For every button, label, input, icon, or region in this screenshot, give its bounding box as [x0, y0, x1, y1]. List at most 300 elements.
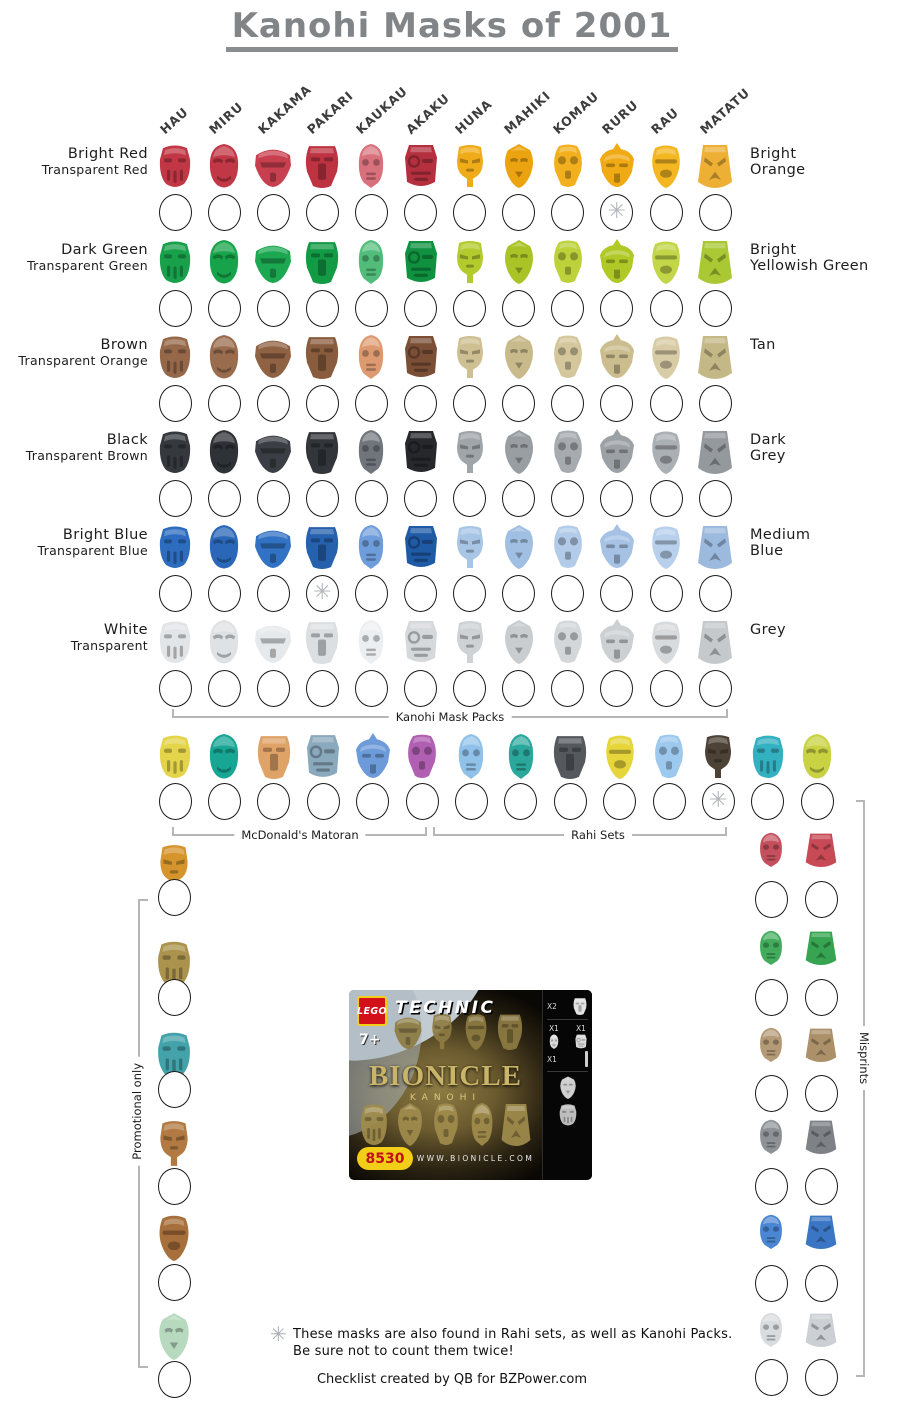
huna-mask-icon: [450, 429, 490, 474]
kakama-mask-icon: [253, 524, 293, 569]
pack-check-circle[interactable]: [159, 783, 192, 820]
check-circle-komau[interactable]: [551, 670, 584, 707]
rau-mask-icon: [646, 524, 686, 569]
section-label-kanohi-mask-packs: Kanohi Mask Packs: [389, 710, 512, 724]
matatu-mask-icon: [803, 1119, 839, 1154]
huna-mask-icon: [450, 334, 490, 379]
mahiki-mask-icon: [499, 524, 539, 569]
matatu-mask-icon: [803, 1312, 839, 1347]
row-color-name-2: Transparent Green: [27, 258, 148, 273]
check-circle-miru[interactable]: [208, 480, 241, 517]
pack-check-circle[interactable]: [455, 783, 488, 820]
row-label-right: [750, 242, 902, 274]
matatu-mask-icon: [803, 832, 839, 867]
column-header-rau: RAU: [647, 104, 682, 137]
promo-check-circle[interactable]: [158, 1071, 191, 1108]
huna-mask-icon: [450, 143, 490, 188]
promo-check-circle[interactable]: [158, 1168, 191, 1205]
hau-mask-icon: [155, 619, 195, 664]
row-color-name-2: Transparent Blue: [37, 543, 148, 558]
kaukau-mask-icon: [753, 1119, 789, 1154]
komau-mask-icon: [548, 619, 588, 664]
misprint-check-circle[interactable]: [805, 1168, 838, 1205]
huna-mask-icon: [450, 619, 490, 664]
promotional-only-label: Promotional only: [129, 1057, 145, 1166]
miru-mask-icon: [204, 619, 244, 664]
kaukau-mask-icon: [753, 1312, 789, 1347]
row-color-name: Grey: [750, 622, 786, 638]
check-circle-ruru[interactable]: [600, 670, 633, 707]
check-circle-komau[interactable]: [551, 480, 584, 517]
kaukau-mask-icon: [753, 1027, 789, 1062]
kaukau-mask-icon: [351, 619, 391, 664]
section-label-rahi-sets: Rahi Sets: [564, 828, 632, 842]
row-label-left: [0, 242, 148, 273]
matatu-mask-icon: [695, 239, 735, 284]
mahiki-mask-icon: [499, 239, 539, 284]
row-label-left: [0, 527, 148, 558]
pakari-mask-icon: [302, 143, 342, 188]
section-label-mcdonalds-matoran: McDonald's Matoran: [234, 828, 365, 842]
misprint-check-circle[interactable]: [805, 979, 838, 1016]
column-header-hau: HAU: [156, 104, 192, 137]
row-label-right: [750, 146, 902, 178]
check-circle-pakari[interactable]: [306, 670, 339, 707]
kaukau-mask-icon: [753, 1214, 789, 1249]
check-circle-mahiki[interactable]: [502, 575, 535, 612]
akaku-mask-icon: [401, 334, 441, 379]
check-circle-komau[interactable]: [551, 385, 584, 422]
pack-check-circle[interactable]: [208, 783, 241, 820]
pack-check-circle[interactable]: [406, 783, 439, 820]
pack-check-circle[interactable]: [801, 783, 834, 820]
komau-mask-icon: [548, 524, 588, 569]
column-header-matatu: MATATU: [697, 84, 753, 137]
check-circle-kakama[interactable]: [257, 385, 290, 422]
lego-logo-text: LEGO: [356, 1005, 388, 1017]
hau-mask-icon: [155, 239, 195, 284]
row-color-name: Black: [106, 432, 148, 448]
age-rating: 7+: [359, 1032, 381, 1048]
row-color-name-2: Transparent Red: [41, 162, 148, 177]
mahiki-mask-icon: [499, 429, 539, 474]
pakari-mask-icon: [302, 524, 342, 569]
pack-check-circle[interactable]: [751, 783, 784, 820]
check-circle-mahiki[interactable]: [502, 385, 535, 422]
check-circle-mahiki[interactable]: [502, 670, 535, 707]
column-header-kaukau: KAUKAU: [353, 83, 411, 137]
pakari-mask-icon: [550, 733, 590, 779]
promo-check-circle[interactable]: [158, 1264, 191, 1301]
check-circle-hau[interactable]: [159, 670, 192, 707]
mahiki-mask-icon: [393, 1102, 427, 1146]
check-circle-pakari[interactable]: [306, 480, 339, 517]
komau-mask-icon: [649, 733, 689, 779]
pack-check-circle[interactable]: [554, 783, 587, 820]
check-circle-ruru[interactable]: [600, 480, 633, 517]
matatu-mask-icon: [499, 1102, 533, 1146]
content-mask-icon: [572, 997, 588, 1015]
row-label-left: [0, 146, 148, 177]
column-header-huna: HUNA: [451, 96, 495, 137]
misprint-check-circle[interactable]: [755, 1075, 788, 1112]
pack-check-circle[interactable]: [257, 783, 290, 820]
column-header-ruru: RURU: [598, 96, 641, 137]
product-box: [349, 990, 592, 1180]
pakari-mask-icon: [495, 1012, 525, 1050]
miru-mask-icon: [204, 239, 244, 284]
rau-mask-icon: [153, 1213, 195, 1261]
column-header-akaku: AKAKU: [402, 90, 453, 137]
mahiki-mask-icon: [499, 619, 539, 664]
row-color-name: Dark Green: [61, 242, 148, 258]
check-circle-komau[interactable]: [551, 290, 584, 327]
panel-divider: [547, 1019, 588, 1020]
check-circle-huna[interactable]: [453, 194, 486, 231]
kaukau-mask-icon: [753, 832, 789, 867]
matatu-mask-icon: [695, 619, 735, 664]
rau-mask-icon: [646, 619, 686, 664]
shared-mask-asterisk: ✳: [607, 199, 627, 224]
check-circle-hau[interactable]: [159, 385, 192, 422]
akaku-mask-icon: [401, 239, 441, 284]
column-header-mahiki: MAHIKI: [500, 87, 554, 137]
check-circle-matatu[interactable]: [699, 480, 732, 517]
kaukau-mask-icon: [451, 733, 491, 779]
mahiki-mask-icon: [499, 334, 539, 379]
ruru-mask-icon: [597, 619, 637, 664]
misprint-check-circle[interactable]: [805, 1265, 838, 1302]
check-circle-kaukau[interactable]: [355, 670, 388, 707]
row-label-right: [750, 432, 902, 464]
check-circle-matatu[interactable]: [699, 290, 732, 327]
promotional-rail-tick: [140, 899, 148, 901]
column-header-pakari: PAKARI: [304, 87, 357, 137]
set-number-badge: [357, 1147, 413, 1170]
check-circle-miru[interactable]: [208, 290, 241, 327]
row-label-left: [0, 337, 148, 368]
check-circle-miru[interactable]: [208, 670, 241, 707]
miru-mask-icon: [204, 429, 244, 474]
miru-mask-icon: [797, 733, 837, 779]
matatu-mask-icon: [803, 1214, 839, 1249]
pack-check-circle[interactable]: [307, 783, 340, 820]
page-title: Kanohi Masks of 2001: [226, 6, 679, 52]
row-label-right: [750, 337, 902, 353]
check-circle-pakari[interactable]: [306, 385, 339, 422]
check-circle-akaku[interactable]: [404, 575, 437, 612]
check-circle-kaukau[interactable]: [355, 575, 388, 612]
check-circle-akaku[interactable]: [404, 670, 437, 707]
pack-check-circle[interactable]: [702, 783, 735, 820]
section-label-mcdonalds-matoran-tick: [172, 827, 174, 835]
hau-mask-icon: [357, 1102, 391, 1146]
row-color-name: Bright Red: [67, 146, 148, 162]
ruru-mask-icon: [597, 429, 637, 474]
row-color-name: White: [103, 622, 148, 638]
huna-mask-icon: [450, 524, 490, 569]
matatu-mask-icon: [695, 334, 735, 379]
check-circle-kaukau[interactable]: [355, 480, 388, 517]
footnote-line1: These masks are also found in Rahi sets, as well as Kanohi Packs.: [293, 1327, 733, 1342]
misprint-check-circle[interactable]: [805, 1075, 838, 1112]
row-color-name-2: Transparent Orange: [18, 353, 148, 368]
kaukau-mask-icon: [501, 733, 541, 779]
qty-label: X1: [547, 1054, 557, 1064]
check-circle-rau[interactable]: [650, 480, 683, 517]
ruru-mask-icon: [597, 143, 637, 188]
akaku-mask-icon: [401, 429, 441, 474]
kaukau-mask-icon: [753, 930, 789, 965]
check-circle-huna[interactable]: [453, 480, 486, 517]
row-color-name-2: Grey: [750, 448, 786, 464]
ruru-mask-icon: [597, 524, 637, 569]
kaukau-mask-icon: [351, 524, 391, 569]
set-number: 8530: [365, 1150, 405, 1167]
credit-line: Checklist created by QB for BZPower.com: [316, 1372, 588, 1387]
row-color-name: Bright: [750, 242, 797, 258]
content-mask-icon: [574, 1034, 588, 1049]
section-label-mcdonalds-matoran-tick: [425, 827, 427, 835]
miru-mask-icon: [204, 733, 244, 779]
kakama-mask-icon: [253, 239, 293, 284]
check-circle-miru[interactable]: [208, 194, 241, 231]
pakari-mask-icon: [302, 429, 342, 474]
hau-mask-icon: [155, 143, 195, 188]
content-mask-icon: [557, 1103, 579, 1126]
huna-mask-icon: [698, 733, 738, 779]
check-circle-kaukau[interactable]: [355, 385, 388, 422]
ruru-mask-icon: [353, 733, 393, 779]
check-circle-ruru[interactable]: [600, 385, 633, 422]
check-circle-kakama[interactable]: [257, 194, 290, 231]
check-circle-hau[interactable]: [159, 290, 192, 327]
check-circle-huna[interactable]: [453, 290, 486, 327]
contents-panel: [542, 990, 592, 1180]
miru-mask-icon: [204, 334, 244, 379]
pakari-mask-icon: [302, 619, 342, 664]
kakama-mask-icon: [253, 143, 293, 188]
check-circle-mahiki[interactable]: [502, 290, 535, 327]
check-circle-kakama[interactable]: [257, 575, 290, 612]
qty-label: X1: [576, 1024, 586, 1033]
check-circle-matatu[interactable]: [699, 575, 732, 612]
komau-mask-icon: [429, 1102, 463, 1146]
check-circle-pakari[interactable]: [306, 194, 339, 231]
footnote-line2: Be sure not to count them twice!: [293, 1344, 514, 1359]
lego-logo: [357, 996, 387, 1026]
huna-mask-icon: [450, 239, 490, 284]
promotional-rail-tick: [140, 1366, 148, 1368]
matatu-mask-icon: [695, 524, 735, 569]
rau-mask-icon: [646, 429, 686, 474]
kaukau-mask-icon: [351, 143, 391, 188]
huna-mask-icon: [153, 1119, 195, 1167]
column-header-kakama: KAKAMA: [255, 81, 315, 137]
komau-mask-icon: [548, 239, 588, 284]
row-color-name-2: Transparent: [70, 638, 148, 653]
check-circle-akaku[interactable]: [404, 480, 437, 517]
check-circle-rau[interactable]: [650, 290, 683, 327]
misprint-check-circle[interactable]: [755, 1265, 788, 1302]
pakari-mask-icon: [254, 733, 294, 779]
pakari-mask-icon: [302, 239, 342, 284]
row-color-name-2: Transparent Brown: [25, 448, 148, 463]
check-circle-pakari[interactable]: [306, 290, 339, 327]
row-color-name: Bright: [750, 146, 797, 162]
row-label-left: [0, 432, 148, 463]
check-circle-kaukau[interactable]: [355, 194, 388, 231]
kakama-mask-icon: [253, 619, 293, 664]
pin-piece-icon: [585, 1051, 588, 1067]
misprint-check-circle[interactable]: [755, 1168, 788, 1205]
check-circle-akaku[interactable]: [404, 194, 437, 231]
mahiki-mask-icon: [153, 1312, 195, 1360]
kakama-mask-icon: [253, 334, 293, 379]
promo-check-circle[interactable]: [158, 979, 191, 1016]
check-circle-rau[interactable]: [650, 194, 683, 231]
misprint-check-circle[interactable]: [755, 881, 788, 918]
row-color-name-2: Orange: [750, 162, 806, 178]
row-label-right: [750, 527, 902, 559]
kanohi-subtitle: KANOHI: [409, 1093, 482, 1103]
akaku-mask-icon: [303, 733, 343, 779]
shared-mask-asterisk: ✳: [313, 580, 332, 605]
section-label-rahi-sets-tick: [725, 827, 727, 835]
hau-mask-icon: [155, 524, 195, 569]
column-header-komau: KOMAU: [549, 88, 602, 137]
qty-label: X2: [547, 1001, 557, 1011]
misprints-rail-tick: [856, 800, 864, 802]
row-color-name: Bright Blue: [62, 527, 148, 543]
section-label-rahi-sets-tick: [433, 827, 435, 835]
promo-check-circle[interactable]: [158, 879, 191, 916]
komau-mask-icon: [548, 143, 588, 188]
hau-mask-icon: [155, 334, 195, 379]
rau-mask-icon: [600, 733, 640, 779]
rau-mask-icon: [646, 334, 686, 379]
section-label-kanohi-mask-packs-tick: [172, 709, 174, 717]
pack-check-circle[interactable]: [504, 783, 537, 820]
rau-mask-icon: [646, 239, 686, 284]
check-circle-ruru[interactable]: [600, 194, 633, 231]
bionicle-wordmark: BIONICLE: [368, 1060, 523, 1092]
matatu-mask-icon: [695, 143, 735, 188]
hau-mask-icon: [748, 733, 788, 779]
kaukau-mask-icon: [351, 429, 391, 474]
komau-mask-icon: [548, 429, 588, 474]
check-circle-kakama[interactable]: [257, 670, 290, 707]
check-circle-ruru[interactable]: [600, 290, 633, 327]
check-circle-rau[interactable]: [650, 385, 683, 422]
check-circle-hau[interactable]: [159, 575, 192, 612]
kaukau-mask-icon: [351, 239, 391, 284]
check-circle-miru[interactable]: [208, 575, 241, 612]
check-circle-pakari[interactable]: [306, 575, 339, 612]
check-circle-huna[interactable]: [453, 575, 486, 612]
check-circle-rau[interactable]: [650, 575, 683, 612]
ruru-mask-icon: [597, 239, 637, 284]
hau-mask-icon: [155, 733, 195, 779]
check-circle-mahiki[interactable]: [502, 480, 535, 517]
miru-mask-icon: [204, 143, 244, 188]
check-circle-komau[interactable]: [551, 194, 584, 231]
check-circle-akaku[interactable]: [404, 385, 437, 422]
pack-check-circle[interactable]: [603, 783, 636, 820]
check-circle-kakama[interactable]: [257, 480, 290, 517]
matatu-mask-icon: [803, 1027, 839, 1062]
check-circle-mahiki[interactable]: [502, 194, 535, 231]
misprint-check-circle[interactable]: [805, 881, 838, 918]
row-color-name-2: Blue: [750, 543, 784, 559]
section-label-kanohi-mask-packs-tick: [726, 709, 728, 717]
check-circle-akaku[interactable]: [404, 290, 437, 327]
akaku-mask-icon: [401, 524, 441, 569]
matatu-mask-icon: [803, 930, 839, 965]
row-color-name: Dark: [750, 432, 787, 448]
kaukau-mask-icon: [465, 1102, 499, 1146]
footnote-asterisk: ✳: [270, 1322, 287, 1346]
rau-mask-icon: [646, 143, 686, 188]
misprint-check-circle[interactable]: [755, 979, 788, 1016]
check-circle-hau[interactable]: [159, 480, 192, 517]
row-color-name: Medium: [750, 527, 811, 543]
check-circle-kakama[interactable]: [257, 290, 290, 327]
row-label-left: [0, 622, 148, 653]
kaukau-mask-icon: [351, 334, 391, 379]
check-circle-matatu[interactable]: [699, 385, 732, 422]
mahiki-mask-icon: [499, 143, 539, 188]
miru-mask-icon: [204, 524, 244, 569]
kakama-mask-icon: [253, 429, 293, 474]
panel-divider: [547, 1071, 588, 1072]
hau-mask-icon: [155, 429, 195, 474]
column-header-miru: MIRU: [206, 98, 247, 137]
check-circle-miru[interactable]: [208, 385, 241, 422]
row-color-name: Tan: [750, 337, 776, 353]
check-circle-huna[interactable]: [453, 385, 486, 422]
check-circle-matatu[interactable]: [699, 194, 732, 231]
check-circle-huna[interactable]: [453, 670, 486, 707]
ruru-mask-icon: [597, 334, 637, 379]
row-color-name-2: Yellowish Green: [750, 258, 869, 274]
check-circle-matatu[interactable]: [699, 670, 732, 707]
pakari-mask-icon: [302, 334, 342, 379]
check-circle-komau[interactable]: [551, 575, 584, 612]
check-circle-rau[interactable]: [650, 670, 683, 707]
matatu-mask-icon: [695, 429, 735, 474]
row-color-name: Brown: [100, 337, 148, 353]
check-circle-hau[interactable]: [159, 194, 192, 231]
akaku-mask-icon: [401, 143, 441, 188]
komau-mask-icon: [402, 733, 442, 779]
pack-check-circle[interactable]: [356, 783, 389, 820]
misprints-label: Misprints: [856, 1026, 872, 1090]
komau-mask-icon: [548, 334, 588, 379]
akaku-mask-icon: [401, 619, 441, 664]
technic-wordmark: TECHNIC: [395, 998, 496, 1018]
bionicle-url: WWW.BIONICLE.COM: [416, 1154, 535, 1163]
check-circle-ruru[interactable]: [600, 575, 633, 612]
pack-check-circle[interactable]: [653, 783, 686, 820]
qty-label: X1: [549, 1024, 559, 1033]
shared-mask-asterisk: ✳: [709, 788, 728, 813]
page-header: [0, 6, 904, 52]
content-mask-icon: [557, 1076, 579, 1099]
check-circle-kaukau[interactable]: [355, 290, 388, 327]
row-label-right: [750, 622, 902, 638]
content-mask-icon: [547, 1034, 561, 1049]
